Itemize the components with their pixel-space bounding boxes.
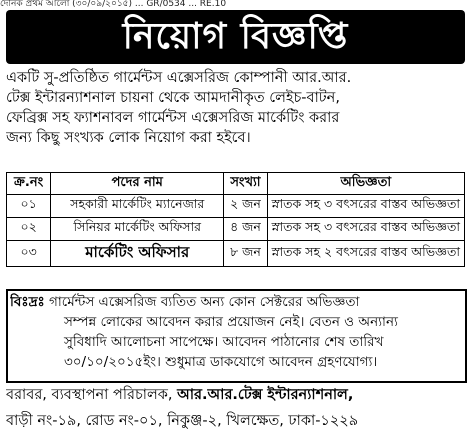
row-serial: ০২ [7,218,51,241]
mailing-address [6,382,465,434]
note-line [10,292,463,312]
header-post: পদের নাম [51,173,224,195]
row-post: সিনিয়র মার্কেটিং অফিসার [51,218,224,241]
row-count: ৪ জন [224,218,267,241]
header-experience: অভিজ্ঞতা [267,173,464,195]
row-count: ৮ জন [224,241,267,267]
header-serial: ক্র.নং [7,173,51,195]
table-row [7,241,465,267]
row-serial: ০৩ [7,241,51,267]
note-line: সম্পন্ন লোকের আবেদন করার প্রয়োজন নেই। বেতন ও অন্যান্য [64,314,398,330]
table-row [7,195,465,218]
row-post: মার্কেটিং অফিসার [51,241,224,267]
intro-line: একটি সু-প্রতিষ্ঠিত গার্মেন্টস এক্সেসরিজ কোম্পানী আর.আর. [6,70,352,86]
note-box [6,289,467,383]
intro-paragraph [6,68,465,148]
note-line: ৩০/১০/২০১৫ইং। শুধুমাত্র ডাকযোগে আবেদন গ্রহণযোগ্য। [64,354,378,370]
intro-line: জন্য কিছু সংখ্যক লোক নিয়োগ করা হইবে। [6,130,251,146]
row-post: সহকারী মার্কেটিং ম্যানেজার [51,195,224,218]
table-header-row [7,173,465,195]
row-experience: স্নাতক সহ ৩ বৎসরের বাস্তব অভিজ্ঞতা [267,218,464,241]
address-line [6,382,465,408]
title-banner [6,10,465,64]
address-recipient: বরাবর, ব্যবস্থাপনা পরিচালক, [6,387,173,403]
note-label: বিঃদ্রঃ [10,294,45,310]
note-line: সুবিধাদি আলোচনা সাপেক্ষে। আবেদন পাঠানোর শেষ তারিখ [64,334,384,350]
page-title: নিয়োগ বিজ্ঞপ্তি [122,16,349,57]
address-line: বাড়ী নং-১৯, রোড নং-০১, নিকুঞ্জ-২, খিলক্ষেত, ঢাকা-১২২৯ [6,413,359,429]
company-name: আর.আর.টেক্স ইন্টারন্যাশনাল, [177,387,354,403]
table-row [7,218,465,241]
row-count: ২ জন [224,195,267,218]
note-text: গার্মেন্টস এক্সেসরিজ ব্যতিত অন্য কোন সেক্টরের অভিজ্ঞতা [49,294,360,310]
row-experience: স্নাতক সহ ৩ বৎসরের বাস্তব অভিজ্ঞতা [267,195,464,218]
row-experience: স্নাতক সহ ২ বৎসরের বাস্তব অভিজ্ঞতা [267,241,464,267]
newspaper-header-strip: দৈনিক প্রথম আলো (৩০/০৯/২০১৫) ... GR/0534 ... RE.10 [0,0,227,9]
header-count: সংখ্যা [224,173,267,195]
row-serial: ০১ [7,195,51,218]
intro-line: টেক্স ইন্টারন্যাশনাল চায়না থেকে আমদানীকৃত লেইচ-বাটন, [6,90,340,106]
vacancy-table [6,172,465,267]
intro-line: ফেব্রিক্স সহ ফ্যাশনাবল গার্মেন্টস এক্সেসরিজ মার্কেটিং করার [6,110,340,126]
